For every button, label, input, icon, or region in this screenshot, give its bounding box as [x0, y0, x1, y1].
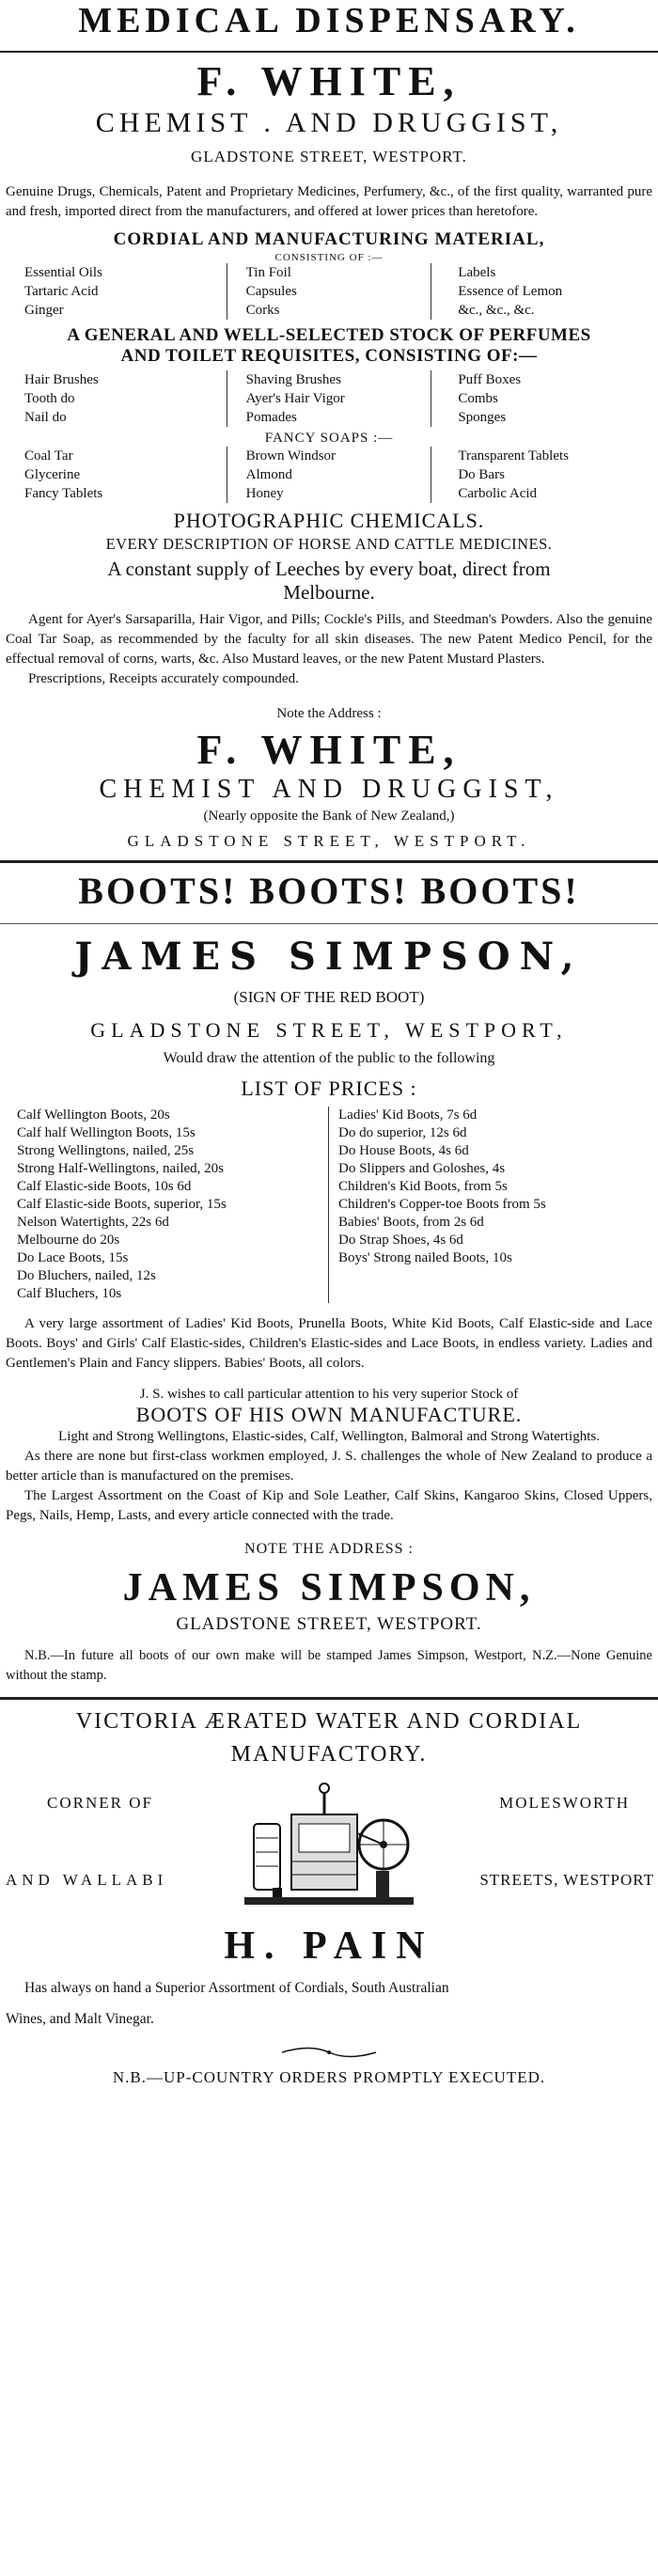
- soap-col-1: [21, 447, 227, 503]
- agent-paragraph: Agent for Ayer's Sarsaparilla, Hair Vigor, and Pills; Cockle's Pills, and Steedman's Powders. Also the genuine Coal Tar Soap, as recommended by the faculty for all skin diseases. The new Patent Medico Pencil, for the effectual removal of corns, warts, &c. Also Mustard leaves, or the new Patent Mustard Plasters.: [6, 612, 652, 667]
- cordial-item: Tin Foil: [245, 265, 291, 280]
- price-row: Children's Kid Boots, from 5s: [338, 1179, 508, 1194]
- cordial-item: Capsules: [245, 284, 297, 299]
- toilet-item: Tooth do: [24, 391, 75, 406]
- simpson-name: JAMES SIMPSON,: [74, 935, 584, 979]
- victoria-banner-1: VICTORIA ÆRATED WATER AND CORDIAL: [75, 1709, 583, 1734]
- price-row: Strong Half-Wellingtons, nailed, 20s: [17, 1161, 225, 1176]
- cordial-col-2: [227, 263, 432, 320]
- simpson-street-2: GLADSTONE STREET, WESTPORT.: [176, 1614, 482, 1634]
- and-wallabi: AND WALLABI: [6, 1871, 168, 1889]
- photographic-chemicals: PHOTOGRAPHIC CHEMICALS.: [173, 509, 485, 532]
- toilet-item: Hair Brushes: [24, 372, 99, 387]
- white-name: F. WHITE,: [196, 58, 462, 104]
- soap-item: Honey: [245, 486, 284, 501]
- cordial-item: Corks: [245, 303, 280, 318]
- pain-advertisement: [0, 1709, 658, 2087]
- divider: [0, 1697, 658, 1700]
- price-row: Do Slippers and Goloshes, 4s: [338, 1161, 506, 1176]
- simpson-advertisement: [0, 863, 658, 1686]
- price-row: Nelson Watertights, 22s 6d: [17, 1215, 169, 1230]
- cordial-col-3: [431, 263, 637, 320]
- price-row: Calf half Wellington Boots, 15s: [17, 1125, 196, 1140]
- price-row: Do Bluchers, nailed, 12s: [17, 1268, 156, 1283]
- cordial-item: Essence of Lemon: [458, 284, 563, 299]
- price-column-ladies-children: [329, 1107, 641, 1303]
- soap-item: Coal Tar: [24, 448, 73, 463]
- victoria-banner-2: MANUFACTORY.: [230, 1742, 428, 1767]
- price-list: [0, 1107, 658, 1303]
- price-row: Melbourne do 20s: [17, 1233, 120, 1248]
- white-opposite: (Nearly opposite the Bank of New Zealand,): [203, 809, 455, 824]
- flourish-ornament: [0, 2042, 658, 2063]
- white-intro: Genuine Drugs, Chemicals, Patent and Proprietary Medicines, Perfumery, &c., of the first quality, warranted pure and fresh, imported direct from the manufacturers, and offered at lower prices than heretofore.: [6, 184, 652, 219]
- white-name-2: F. WHITE,: [196, 727, 462, 771]
- address-with-machine: [0, 1777, 658, 1918]
- molesworth: MOLESWORTH: [499, 1794, 630, 1812]
- largest-assortment: The Largest Assortment on the Coast of Kip and Sole Leather, Calf Skins, Kangaroo Skins, Closed Uppers, Pegs, Nails, Hemp, Lasts, and every article connected with the trade.: [6, 1488, 652, 1523]
- soap-item: Transparent Tablets: [458, 448, 570, 463]
- js-wishes: J. S. wishes to call particular attention to his very superior Stock of: [139, 1387, 519, 1402]
- light-strong-line: Light and Strong Wellingtons, Elastic-sides, Calf, Wellington, Balmoral and Strong Watertights.: [58, 1429, 600, 1444]
- general-stock-line-2: AND TOILET REQUISITES, CONSISTING OF:—: [120, 346, 538, 366]
- toilet-item: Shaving Brushes: [245, 372, 341, 387]
- has-always-line-1: Has always on hand a Superior Assortment of Cordials, South Australian: [24, 1980, 449, 1996]
- price-row: Do House Boots, 4s 6d: [338, 1143, 469, 1158]
- toilet-item: Pomades: [245, 410, 297, 425]
- stamp-notice: N.B.—In future all boots of our own make will be stamped James Simpson, Westport, N.Z.—None Genuine without the stamp.: [6, 1648, 652, 1683]
- prescriptions: Prescriptions, Receipts accurately compounded.: [28, 671, 299, 686]
- streets-westport: STREETS, WESTPORT: [479, 1871, 654, 1889]
- price-row: Calf Elastic-side Boots, 10s 6d: [17, 1179, 192, 1194]
- soap-item: Brown Windsor: [245, 448, 337, 463]
- soap-col-3: [431, 447, 637, 503]
- price-row: Boys' Strong nailed Boots, 10s: [338, 1250, 512, 1265]
- price-row: Calf Elastic-side Boots, superior, 15s: [17, 1197, 227, 1212]
- price-row: Calf Bluchers, 10s: [17, 1286, 122, 1301]
- price-row: Do Lace Boots, 15s: [17, 1250, 129, 1265]
- leeches-line-1: A constant supply of Leeches by every boat, direct from: [107, 558, 551, 580]
- up-country-orders: N.B.—UP-COUNTRY ORDERS PROMPTLY EXECUTED.: [112, 2068, 546, 2086]
- cordial-col-1: [21, 263, 227, 320]
- toilet-item: Combs: [458, 391, 498, 406]
- red-boot-sign: (SIGN OF THE RED BOOT): [233, 988, 425, 1006]
- own-manufacture: BOOTS OF HIS OWN MANUFACTURE.: [135, 1403, 523, 1426]
- general-stock-line-1: A GENERAL AND WELL-SELECTED STOCK OF PERFUMES: [67, 325, 591, 345]
- consisting-of: CONSISTING OF :—: [274, 252, 384, 263]
- price-row: Children's Copper-toe Boots from 5s: [338, 1197, 546, 1212]
- toilet-col-1: [21, 370, 227, 427]
- boots-banner: BOOTS! BOOTS! BOOTS!: [78, 870, 580, 912]
- white-trade: CHEMIST . AND DRUGGIST,: [95, 107, 563, 138]
- soap-item: Almond: [245, 467, 292, 482]
- soap-col-2: [227, 447, 432, 503]
- soap-item: Do Bars: [458, 467, 505, 482]
- price-row: Calf Wellington Boots, 20s: [17, 1107, 170, 1123]
- price-row: Do Strap Shoes, 4s 6d: [338, 1233, 463, 1248]
- white-street-2: GLADSTONE STREET, WESTPORT.: [127, 832, 531, 850]
- cordial-heading: CORDIAL AND MANUFACTURING MATERIAL,: [113, 229, 545, 249]
- soap-table: [0, 447, 658, 503]
- simpson-note-address: NOTE THE ADDRESS :: [244, 1541, 414, 1557]
- leeches-line-2: Melbourne.: [283, 581, 375, 604]
- medical-dispensary-banner: MEDICAL DISPENSARY.: [78, 1, 580, 40]
- attention-line: Would draw the attention of the public to the following: [163, 1050, 495, 1066]
- assortment-paragraph: A very large assortment of Ladies' Kid Boots, Prunella Boots, White Kid Boots, Calf Elastic-side and Lace Boots. Boys' and Girls' Calf Elastic-sides, Children's Elastic-sides and Lace Boots, in endless variety. Ladies and Gentlemen's Plain and Fancy slippers. Babies' Boots, all colors.: [6, 1316, 652, 1371]
- price-row: Strong Wellingtons, nailed, 25s: [17, 1143, 195, 1158]
- cordial-item: Ginger: [24, 303, 64, 318]
- soap-item: Glycerine: [24, 467, 81, 482]
- note-address: Note the Address :: [276, 706, 382, 721]
- simpson-name-2: JAMES SIMPSON,: [122, 1566, 536, 1610]
- simpson-street: GLADSTONE STREET, WESTPORT,: [90, 1018, 568, 1042]
- soap-item: Fancy Tablets: [24, 486, 103, 501]
- toilet-item: Nail do: [24, 410, 67, 425]
- price-row: Do do superior, 12s 6d: [338, 1125, 467, 1140]
- has-always-line-2: Wines, and Malt Vinegar.: [6, 2011, 154, 2027]
- toilet-table: [0, 370, 658, 427]
- white-trade-2: CHEMIST AND DRUGGIST,: [99, 775, 559, 804]
- aerated-water-machine-engraving: [235, 1777, 423, 1918]
- toilet-col-2: [227, 370, 432, 427]
- cordial-item: &c., &c., &c.: [458, 303, 535, 318]
- cordial-item: Labels: [458, 265, 496, 280]
- horse-cattle-medicines: EVERY DESCRIPTION OF HORSE AND CATTLE MEDICINES.: [105, 535, 553, 553]
- white-advertisement: [0, 0, 658, 851]
- price-row: Babies' Boots, from 2s 6d: [338, 1215, 484, 1230]
- cordial-item: Essential Oils: [24, 265, 102, 280]
- corner-of: CORNER OF: [47, 1794, 153, 1812]
- price-column-gents: [17, 1107, 329, 1303]
- pain-name: H. PAIN: [224, 1924, 434, 1968]
- toilet-col-3: [431, 370, 637, 427]
- cordial-table: [0, 263, 658, 320]
- toilet-item: Ayer's Hair Vigor: [245, 391, 345, 406]
- soap-item: Carbolic Acid: [458, 486, 538, 501]
- price-row: Ladies' Kid Boots, 7s 6d: [338, 1107, 478, 1123]
- fancy-soaps-heading: FANCY SOAPS :—: [264, 431, 394, 446]
- cordial-item: Tartaric Acid: [24, 284, 99, 299]
- workmen-paragraph: As there are none but first-class workmen employed, J. S. challenges the whole of New Zealand to produce a better article than is manufactured on the premises.: [6, 1449, 652, 1484]
- white-street: GLADSTONE STREET, WESTPORT.: [191, 148, 467, 165]
- toilet-item: Sponges: [458, 410, 507, 425]
- toilet-item: Puff Boxes: [458, 372, 522, 387]
- list-of-prices: LIST OF PRICES :: [241, 1076, 417, 1100]
